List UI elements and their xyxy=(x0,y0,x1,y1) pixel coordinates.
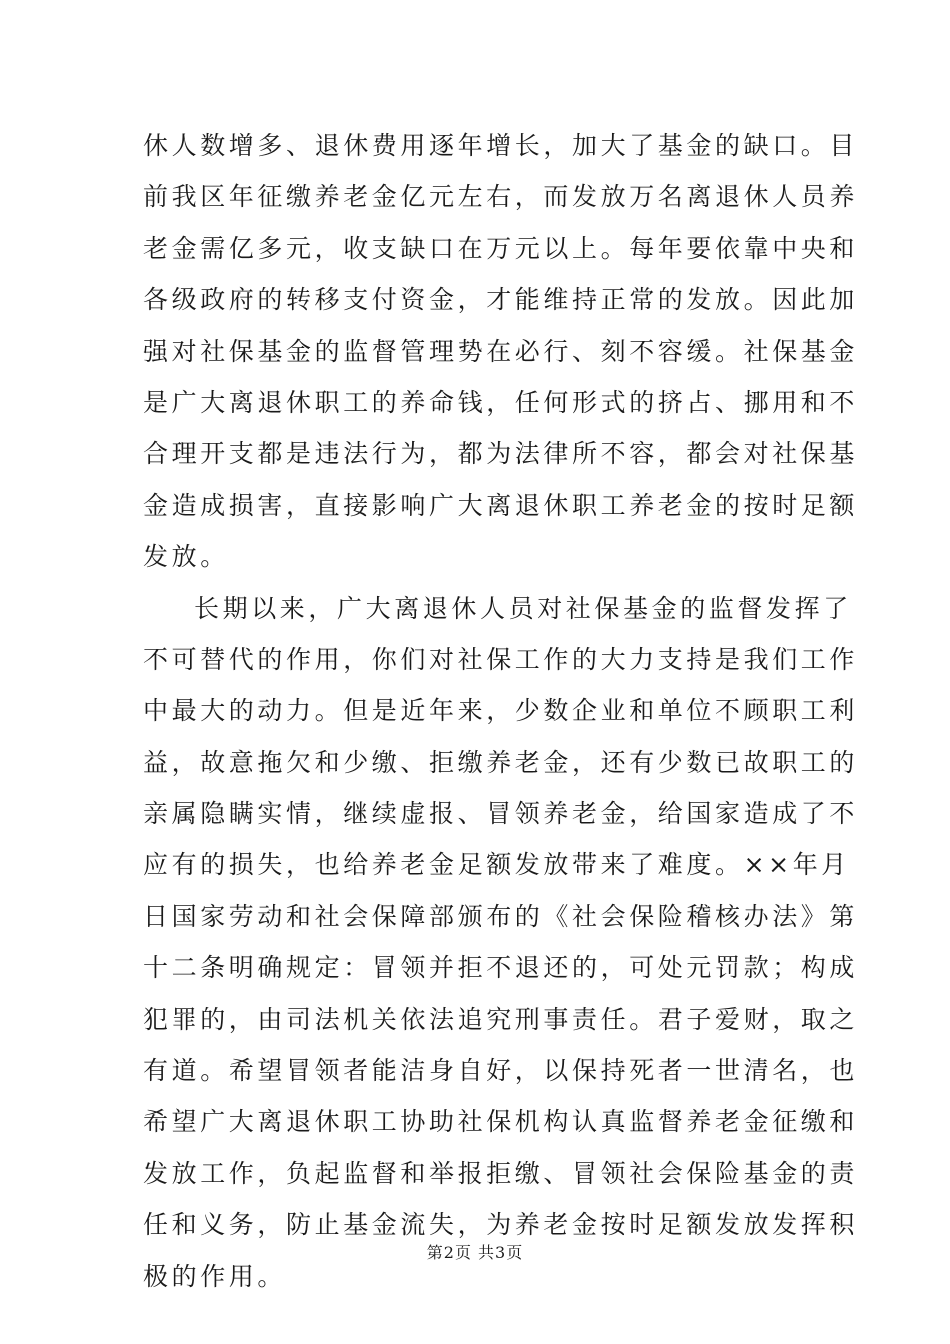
text-line: 极的作用。 xyxy=(143,1261,287,1291)
body-text xyxy=(143,120,859,1302)
text-line: 犯罪的，由司法机关依法追究刑事责任。君子爱财，取之 xyxy=(143,1004,859,1034)
text-line: 老金需亿多元，收支缺口在万元以上。每年要依靠中央和 xyxy=(143,233,859,263)
text-line: 金造成损害，直接影响广大离退休职工养老金的按时足额 xyxy=(143,490,859,520)
text-line: 合理开支都是违法行为，都为法律所不容，都会对社保基 xyxy=(143,439,859,469)
text-line: 不可替代的作用，你们对社保工作的大力支持是我们工作 xyxy=(143,644,859,674)
text-line: 各级政府的转移支付资金，才能维持正常的发放。因此加 xyxy=(143,285,859,315)
text-line: 强对社保基金的监督管理势在必行、刻不容缓。社保基金 xyxy=(143,336,859,366)
text-line: 益，故意拖欠和少缴、拒缴养老金，还有少数已故职工的 xyxy=(143,747,859,777)
text-line: 发放工作，负起监督和举报拒缴、冒领社会保险基金的责 xyxy=(143,1158,859,1188)
text-line: 日国家劳动和社会保障部颁布的《社会保险稽核办法》第 xyxy=(143,901,859,931)
text-line: 前我区年征缴养老金亿元左右，而发放万名离退休人员养 xyxy=(143,182,859,212)
text-line: 发放。 xyxy=(143,542,229,572)
text-line: 休人数增多、退休费用逐年增长，加大了基金的缺口。目 xyxy=(143,131,859,160)
text-line: 中最大的动力。但是近年来，少数企业和单位不顾职工利 xyxy=(143,696,859,726)
text-line: 任和义务，防止基金流失，为养老金按时足额发放发挥积 xyxy=(143,1210,859,1240)
text-line: 希望广大离退休职工协助社保机构认真监督养老金征缴和 xyxy=(143,1107,859,1137)
text-line: 有道。希望冒领者能洁身自好，以保持死者一世清名，也 xyxy=(143,1056,859,1086)
text-line: 应有的损失，也给养老金足额发放带来了难度。××年月 xyxy=(143,850,850,880)
text-line: 亲属隐瞒实情，继续虚报、冒领养老金，给国家造成了不 xyxy=(143,799,859,829)
text-line: 长期以来，广大离退休人员对社保基金的监督发挥了 xyxy=(194,593,852,623)
text-line: 是广大离退休职工的养命钱，任何形式的挤占、挪用和不 xyxy=(143,387,859,417)
paragraph-1 xyxy=(143,120,859,583)
text-line: 十二条明确规定：冒领并拒不退还的，可处元罚款；构成 xyxy=(143,953,859,983)
paragraph-2 xyxy=(143,583,859,1302)
page-number-footer: 第2页 共3页 xyxy=(426,1243,524,1262)
